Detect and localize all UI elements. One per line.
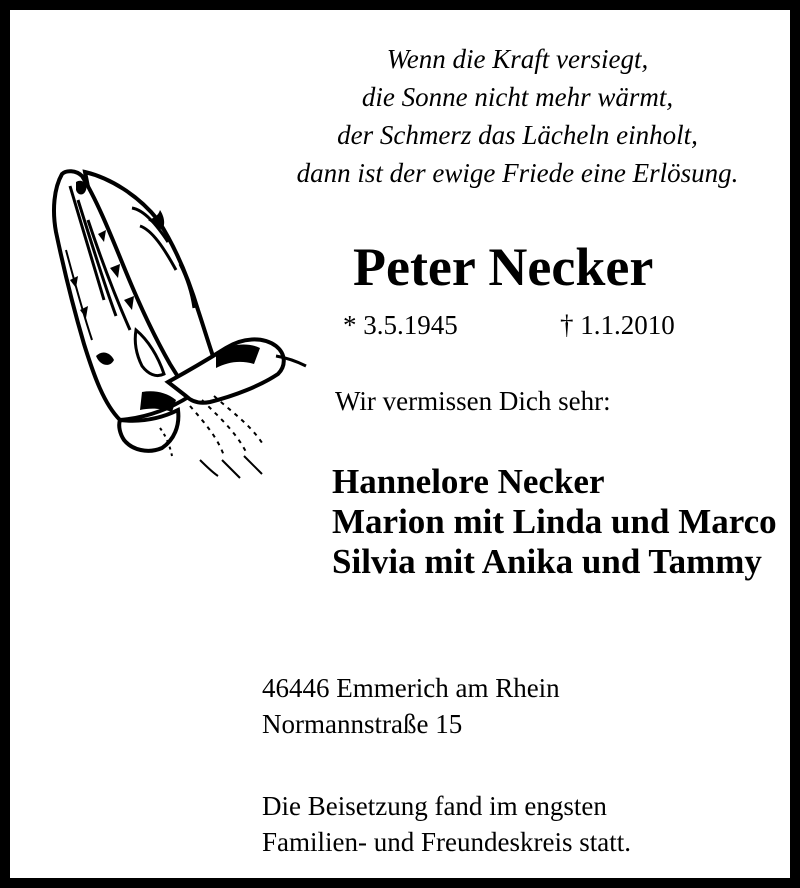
birth-date: * 3.5.1945 bbox=[343, 310, 458, 340]
burial-line: Familien- und Freundeskreis statt. bbox=[262, 827, 631, 857]
burial-line: Die Beisetzung fand im engsten bbox=[262, 791, 607, 821]
address-city: 46446 Emmerich am Rhein bbox=[262, 673, 560, 703]
poem-line: Wenn die Kraft versiegt, bbox=[386, 44, 649, 74]
mourner-name: Marion mit Linda und Marco bbox=[332, 502, 777, 541]
family-address bbox=[262, 670, 560, 742]
mourner-name: Hannelore Necker bbox=[332, 462, 605, 501]
memorial-poem bbox=[240, 40, 795, 192]
death-date: † 1.1.2010 bbox=[560, 310, 675, 340]
poem-line: dann ist der ewige Friede eine Erlösung. bbox=[296, 158, 739, 188]
mourner-name: Silvia mit Anika und Tammy bbox=[332, 542, 762, 581]
farewell-message: Wir vermissen Dich sehr: bbox=[335, 386, 611, 416]
poem-line: der Schmerz das Lächeln einholt, bbox=[337, 120, 698, 150]
deceased-name: Peter Necker bbox=[353, 237, 654, 297]
praying-hands-icon bbox=[40, 160, 310, 490]
address-street: Normannstraße 15 bbox=[262, 709, 463, 739]
burial-notice bbox=[262, 788, 631, 860]
mourners-list bbox=[332, 462, 777, 582]
poem-line: die Sonne nicht mehr wärmt, bbox=[361, 82, 674, 112]
